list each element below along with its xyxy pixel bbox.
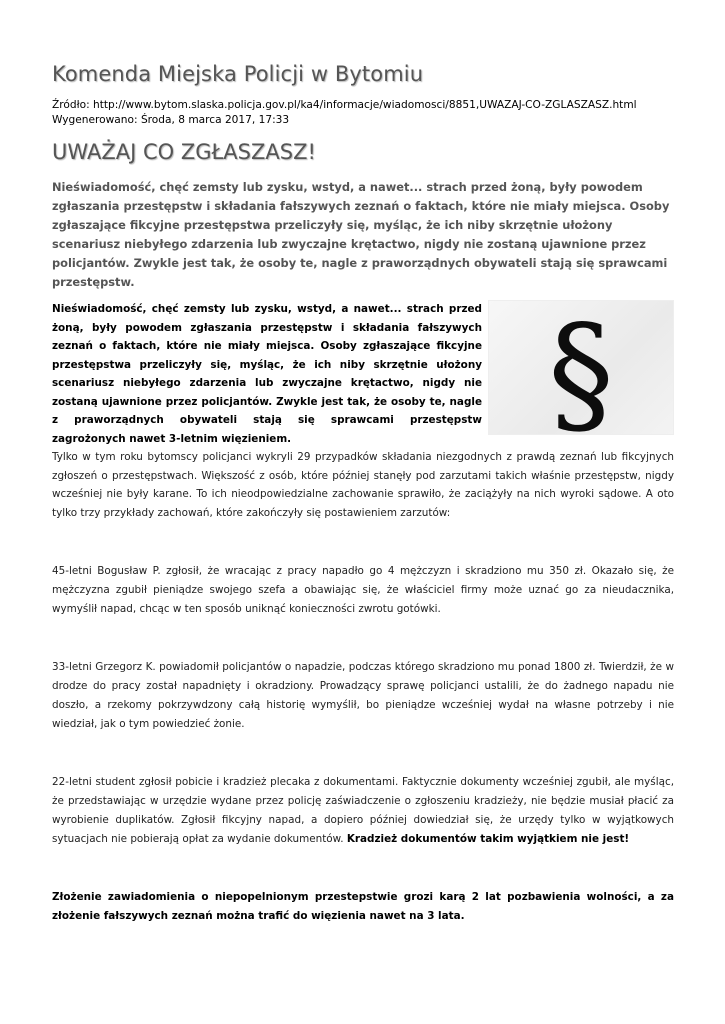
section-sign-icon: [489, 301, 673, 434]
conclusion: Złożenie zawiadomienia o niepopelnionym przestepstwie grozi karą 2 lat pozbawienia wolności, a za złożenie fałszywych zeznań można trafić do więzienia nawet na 3 lata.: [52, 891, 674, 922]
case-3-text: 22-letni student zgłosił pobicie i kradzież plecaka z dokumentami. Faktycznie dokumenty wcześniej zgubił, ale myśląc, że przedstawiając w urzędzie wydane przez policję zaświadczenie o zgłoszeniu kradzieży, nie będzie musiał płacić za wyrobienie duplikatów. Zgłosił fikcyjny napad, a dopiero później dowiedział się, że urzędy tylko w wyjątkowych sytuacjach nie pobierają opłat za wydanie dokumentów.: [52, 776, 674, 845]
case-2: 33-letni Grzegorz K. powiadomił policjantów o napadzie, podczas którego skradziono mu ponad 1800 zł. Twierdził, że w drodze do pracy został napadnięty i okradziony. Prowadzący sprawę policjanci ustalili, że do żadnego napadu nie doszło, a rzekomy pokrzywdzony całą historię wymyślił, bo pieniądze wcześniej wydał na własne potrzeby i nie wiedział, jak o tym powiedzieć żonie.: [52, 661, 674, 730]
generated-line: [52, 113, 674, 128]
svg-text:§: §: [548, 301, 614, 434]
case-1: 45-letni Bogusław P. zgłosił, że wracając z pracy napadło go 4 mężczyzn i skradziono mu 350 zł. Okazało się, że mężczyzna zgubił pieniądze swojego szefa a obawiając się, że właściciel firmy może uznać go za nieudacznika, wymyślił napad, chcąc w ten sposób uniknąć konieczności zwrotu gotówki.: [52, 565, 674, 615]
source-meta: [52, 98, 674, 128]
source-line: [52, 98, 674, 113]
generated-label: Wygenerowano:: [52, 114, 138, 126]
site-title: Komenda Miejska Policji w Bytomiu: [52, 62, 424, 86]
source-label: Źródło:: [52, 99, 90, 111]
intro-block: [52, 300, 674, 522]
source-link[interactable]: http://www.bytom.slaska.policja.gov.pl/ka4/informacje/wiadomosci/8851,UWAZAJ-CO-ZGLASZASZ.html: [93, 99, 637, 111]
case-3-emphasis: Kradzież dokumentów takim wyjątkiem nie jest!: [346, 833, 630, 845]
section-sign-image: [488, 300, 674, 435]
case-3: [52, 773, 674, 849]
document-page: [52, 62, 674, 926]
bold-intro: Nieświadomość, chęć zemsty lub zysku, wstyd, a nawet... strach przed żoną, były powodem zgłaszania przestępstw i składania fałszywych zeznań o faktach, które nie miały miejsca. Osoby zgłaszające fikcyjne przestępstwa przeliczyły się, myśląc, że ich niby skrzętnie ułożony scenariusz niebyłego zdarzenia lub zwyczajne krętactwo, nigdy nie zostaną ujawnione przez policjantów. Zwykle jest tak, że osoby te, nagle z praworządnych obywateli stają się sprawcami przestępstw zagrożonych nawet 3-letnim więzieniem.: [52, 303, 482, 445]
article-title: UWAŻAJ CO ZGŁASZASZ!: [52, 140, 316, 164]
generated-date: Środa, 8 marca 2017, 17:33: [140, 114, 290, 126]
body-intro: Tylko w tym roku bytomscy policjanci wykryli 29 przypadków składania niezgodnych z prawdą zeznań lub fikcyjnych zgłoszeń o przestępstwach. Większość z osób, które później stanęły pod zarzutami takich właśnie przestępstw, nigdy wcześniej nie były karane. To ich nieodpowiedzialne zachowanie sprawiło, że zaciążyły na nich wyroki sądowe. A oto tylko trzy przykłady zachowań, które zakończyły się postawieniem zarzutów:: [52, 451, 674, 519]
article-lead: Nieświadomość, chęć zemsty lub zysku, wstyd, a nawet... strach przed żoną, były powodem zgłaszania przestępstw i składania fałszywych zeznań o faktach, które nie miały miejsca. Osoby zgłaszające fikcyjne przestępstwa przeliczyły się, myśląc, że ich niby skrzętnie ułożony scenariusz niebyłego zdarzenia lub zwyczajne krętactwo, nigdy nie zostaną ujawnione przez policjantów. Zwykle jest tak, że osoby te, nagle z praworządnych obywateli stają się sprawcami przestępstw.: [52, 180, 670, 289]
